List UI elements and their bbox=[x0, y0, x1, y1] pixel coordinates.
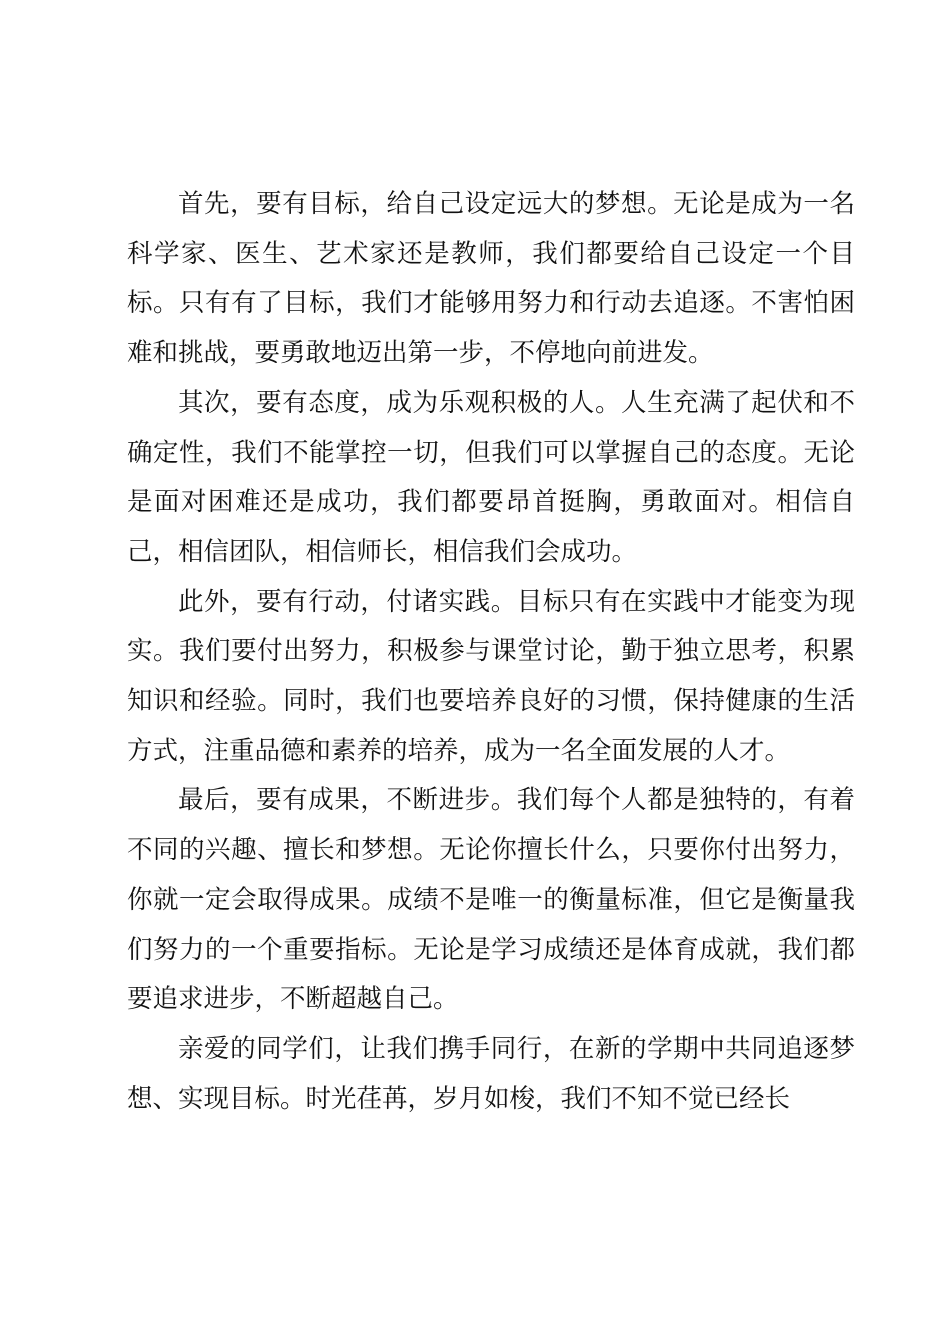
paragraph-goals: 首先，要有目标，给自己设定远大的梦想。无论是成为一名科学家、医生、艺术家还是教师，我们都要给自己设定一个目标。只有有了目标，我们才能够用努力和行动去追逐。不害怕困难和挑战，要勇敢地迈出第一步，不停地向前进发。 bbox=[127, 189, 855, 369]
document-body bbox=[127, 180, 855, 1124]
paragraph-closing: 亲爱的同学们，让我们携手同行，在新的学期中共同追逐梦想、实现目标。时光荏苒，岁月如梭，我们不知不觉已经长 bbox=[127, 1033, 855, 1114]
paragraph-results: 最后，要有成果，不断进步。我们每个人都是独特的，有着不同的兴趣、擅长和梦想。无论你擅长什么，只要你付出努力，你就一定会取得成果。成绩不是唯一的衡量标准，但它是衡量我们努力的一个重要指标。无论是学习成绩还是体育成就，我们都要追求进步，不断超越自己。 bbox=[127, 785, 855, 1015]
paragraph-attitude: 其次，要有态度，成为乐观积极的人。人生充满了起伏和不确定性，我们不能掌控一切，但我们可以掌握自己的态度。无论是面对困难还是成功，我们都要昂首挺胸，勇敢面对。相信自己，相信团队，相信师长，相信我们会成功。 bbox=[127, 387, 855, 567]
paragraph-action: 此外，要有行动，付诸实践。目标只有在实践中才能变为现实。我们要付出努力，积极参与课堂讨论，勤于独立思考，积累知识和经验。同时，我们也要培养良好的习惯，保持健康的生活方式，注重品德和素养的培养，成为一名全面发展的人才。 bbox=[127, 586, 855, 766]
